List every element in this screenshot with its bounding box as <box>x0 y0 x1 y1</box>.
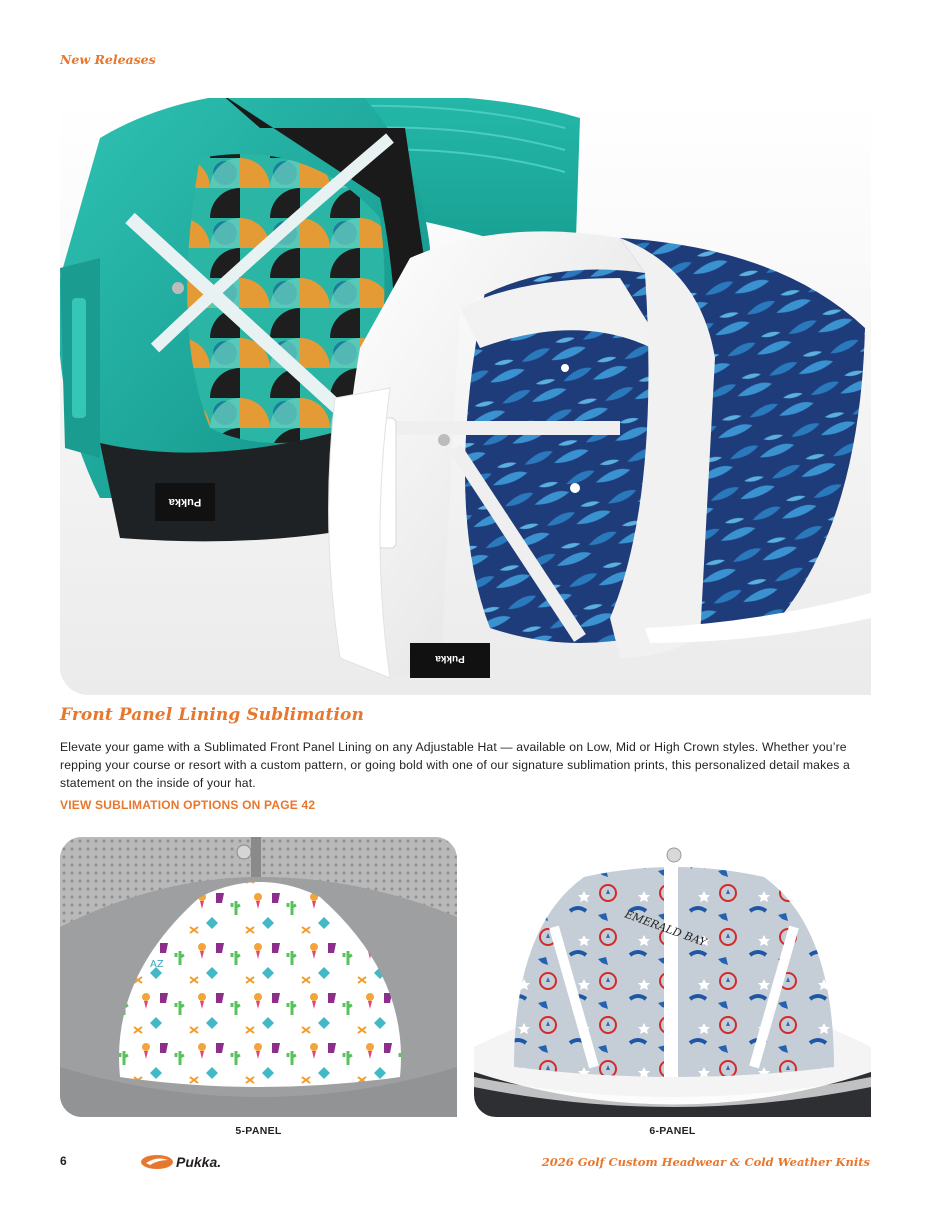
pukka-logo <box>140 1152 240 1172</box>
svg-text:AZ: AZ <box>150 959 164 970</box>
feature-headline: Front Panel Lining Sublimation <box>60 705 364 725</box>
six-panel-caption: 6-PANEL <box>649 1125 696 1137</box>
five-panel-photo <box>60 837 457 1117</box>
view-sublimation-options-link[interactable]: VIEW SUBLIMATION OPTIONS ON PAGE 42 <box>60 798 316 812</box>
six-panel-photo <box>474 837 871 1117</box>
five-panel-caption: 5-PANEL <box>235 1125 282 1137</box>
hero-image <box>60 98 871 695</box>
svg-text:Pukka: Pukka <box>435 653 465 664</box>
svg-text:EMERALD BAY: EMERALD BAY <box>622 907 709 950</box>
footer-catalog-title: 2026 Golf Custom Headwear & Cold Weather Knits <box>541 1155 870 1169</box>
feature-body: Elevate your game with a Sublimated Front Panel Lining on any Adjustable Hat — available on Low, Mid or High Crown styles. Whether you’re repping your course or resort with a custom pattern, or going bold with one of our signature sublimation prints, this personalized detail makes a statement on the inside of your hat. <box>60 740 850 790</box>
section-tag: New Releases <box>60 52 156 67</box>
svg-text:Pukka: Pukka <box>168 496 202 508</box>
page-number: 6 <box>60 1154 67 1168</box>
svg-text:Pukka.: Pukka. <box>176 1154 222 1170</box>
white-cap <box>329 231 871 678</box>
